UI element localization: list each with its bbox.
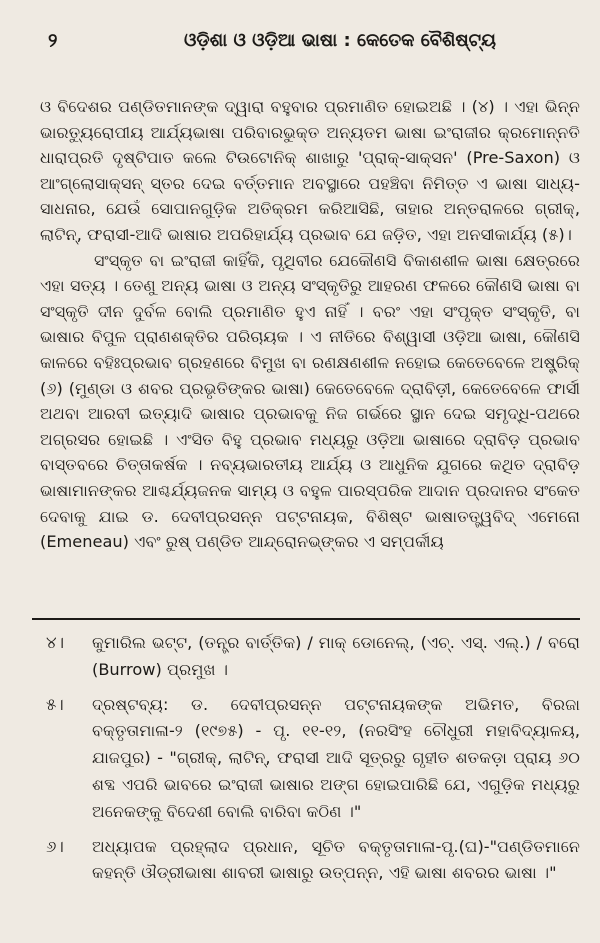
footnotes: [40, 630, 580, 895]
footnote-item: [40, 630, 580, 684]
footnote-number: ୬।: [46, 836, 64, 856]
paragraph: ଓ ବିଦେଶର ପଣ୍ଡିତମାନଙ୍କ ଦ୍ୱାରା ବହୁବାର ପ୍ରମାଣିତ ହୋଇଅଛି । (୪) । ଏହା ଭିନ୍ନ ଭାରତ୍ୟୁରୋପୀୟ ଆର୍ଯ୍ୟଭାଷା ପରିବାରଭୁକ୍ତ ଅନ୍ୟତମ ଭାଷା ଇଂରାଜୀର କ୍ରମୋନ୍ନତି ଧାରାପ୍ରତି ଦୃଷ୍ଟିପାତ କଲେ ଟିଉଟୋନିକ୍ ଶାଖାରୁ 'ପ୍ରାକ୍-ସାକ୍ସନ' (Pre-Saxon) ଓ ଆଂଗ୍ଲୋସାକ୍ସନ୍ ସ୍ତର ଦେଇ ବର୍ତ୍ତମାନ ଅବସ୍ଥାରେ ପହଞ୍ଚିବା ନିମିତ୍ତ ଏ ଭାଷା ସାଧ୍ୟ-ସାଧନାର, ଯେଉଁ ସୋପାନଗୁଡ଼ିକ ଅତିକ୍ରମ କରିଆସିଛି, ତାହାର ଅନ୍ତରାଳରେ ଗ୍ରୀକ୍, ଲାଟିନ୍, ଫରାସୀ-ଆଦି ଭାଷାର ଅପରିହାର୍ଯ୍ୟ ପ୍ରଭାବ ଯେ ଜଡ଼ିତ, ଏହା ଅନସୀକାର୍ଯ୍ୟ (୫)।: [40, 97, 580, 244]
footnote-item: [40, 692, 580, 826]
footnote-text: କୁମାରିଲ ଭଟ୍ଟ, (ତନ୍ତ୍ର ବାର୍ତ୍ତିକ) / ମାକ୍ ଡୋନେଲ୍, (ଏଚ୍. ଏସ୍. ଏଲ୍.) / ବରୋ (Burrow) ପ୍ରମୁଖ ।: [92, 633, 580, 679]
body-text: [40, 94, 580, 555]
page-number: ୨: [48, 30, 58, 52]
page-header: [0, 30, 600, 60]
paragraph: ସଂସ୍କୃତ ବା ଇଂରାଜୀ କାହିଁକି, ପୃଥିବୀର ଯେକୌଣସି ବିକାଶଶୀଳ ଭାଷା କ୍ଷେତ୍ରରେ ଏହା ସତ୍ୟ । ତେଣୁ ଅନ୍ୟ ଭାଷା ଓ ଅନ୍ୟ ସଂସ୍କୃତିରୁ ଆହରଣ ଫଳରେ କୌଣସି ଭାଷା ବା ସଂସ୍କୃତି ଦୀନ ଦୁର୍ବଳ ବୋଲି ପ୍ରମାଣିତ ହୁଏ ନାହିଁ । ବରଂ ଏହା ସଂପୃକ୍ତ ସଂସ୍କୃତି, ବା ଭାଷାର ବିପୁଳ ପ୍ରାଣଶକ୍ତିର ପରିଚାୟକ । ଏ ନୀତିରେ ବିଶ୍ୱାସୀ ଓଡ଼ିଆ ଭାଷା, କୌଣସି କାଳରେ ବହିଃପ୍ରଭାବ ଗ୍ରହଣରେ ବିମୁଖ ବା ରଣକ୍ଷଣଶୀଳ ନହୋଇ କେତେବେଳେ ଅଷ୍ଟ୍ରିକ୍ (୬) (ମୁଣ୍ଡା ଓ ଶବର ପ୍ରଭୃତିଙ୍କର ଭାଷା) କେତେବେଳେ ଦ୍ରାବିଡ଼ୀ, କେତେବେଳେ ଫାର୍ସୀ ଅଥବା ଆରବୀ ଇତ୍ୟାଦି ଭାଷାର ପ୍ରଭାବକୁ ନିଜ ଗର୍ଭରେ ସ୍ଥାନ ଦେଇ ସମୃଦ୍ଧି-ପଥରେ ଅଗ୍ରସର ହୋଇଛି । ଏଂସିତ ବିହୁ ପ୍ରଭାବ ମଧ୍ୟରୁ ଓଡ଼ିଆ ଭାଷାରେ ଦ୍ରାବିଡ଼ ପ୍ରଭାବ ବାସ୍ତବରେ ଚିତ୍ତାକର୍ଷକ । ନବ୍ୟଭାରତୀୟ ଆର୍ଯ୍ୟ ଓ ଆଧୁନିକ ଯୁଗରେ କଥିତ ଦ୍ରାବିଡ଼ ଭାଷାମାନଙ୍କର ଆଶ୍ଚର୍ଯ୍ୟଜନକ ସାମ୍ୟ ଓ ବହୁଳ ପାରସ୍ପରିକ ଆଦାନ ପ୍ରଦାନର ସଂକେତ ଦେବାକୁ ଯାଇ ଡ. ଦେବୀପ୍ରସନ୍ନ ପଟ୍ଟନାୟକ, ବିଶିଷ୍ଟ ଭାଷାତତ୍ତ୍ୱବିଦ୍ ଏମେନୋ (Emeneau) ଏବଂ ରୁଷ୍ ପଣ୍ଡିତ ଆନ୍ଦ୍ରୋନଭ୍ଙ୍କର ଏ ସମ୍ପର୍କୀୟ: [40, 250, 580, 552]
footnote-item: [40, 834, 580, 888]
footnote-text: ଅଧ୍ୟାପକ ପ୍ରହ୍ଲାଦ ପ୍ରଧାନ, ସୂଚିତ ବକ୍ତୃତାମାଳା-ପୃ.(ଘ)-"ପଣ୍ଡିତମାନେ କହନ୍ତି ଔଡ୍ରୀଭାଷା ଶାବରୀ ଭାଷାରୁ ଉତ୍ପନ୍ନ, ଏହି ଭାଷା ଶବରର ଭାଷା ।": [92, 836, 580, 883]
footnote-number: ୫।: [46, 694, 64, 714]
footnote-text: ଦ୍ରଷ୍ଟବ୍ୟ: ଡ. ଦେବୀପ୍ରସନ୍ନ ପଟ୍ଟନାୟକଙ୍କ ଅଭିମତ, ବିରଜା ବକ୍ତୃତାମାଳା-୨ (୧୯୭୫) - ପୃ. ୧୧-୧୨, (ନରସିଂହ ଚୌଧୁରୀ ମହାବିଦ୍ୟାଳୟ, ଯାଜପୁର) - "ଗ୍ରୀକ୍, ଲାଟିନ୍, ଫରାସୀ ଆଦି ସୂତ୍ରରୁ ଗୃହୀତ ଶତକଡ଼ା ପ୍ରାୟ ୬୦ ଶବ୍ଦ ଏପରି ଭାବରେ ଇଂରାଜୀ ଭାଷାର ଅଙ୍ଗ ହୋଇପାରିଛି ଯେ, ଏଗୁଡ଼ିକ ମଧ୍ୟରୁ ଅନେକଙ୍କୁ ବିଦେଶୀ ବୋଲି ବାରିବା କଠିଣ ।": [92, 694, 580, 821]
footnote-divider: [32, 618, 580, 620]
running-title: ଓଡ଼ିଶା ଓ ଓଡ଼ିଆ ଭାଷା : କେତେକ ବୈଶିଷ୍ଟ୍ୟ: [183, 30, 497, 51]
footnote-number: ୪।: [46, 633, 65, 652]
